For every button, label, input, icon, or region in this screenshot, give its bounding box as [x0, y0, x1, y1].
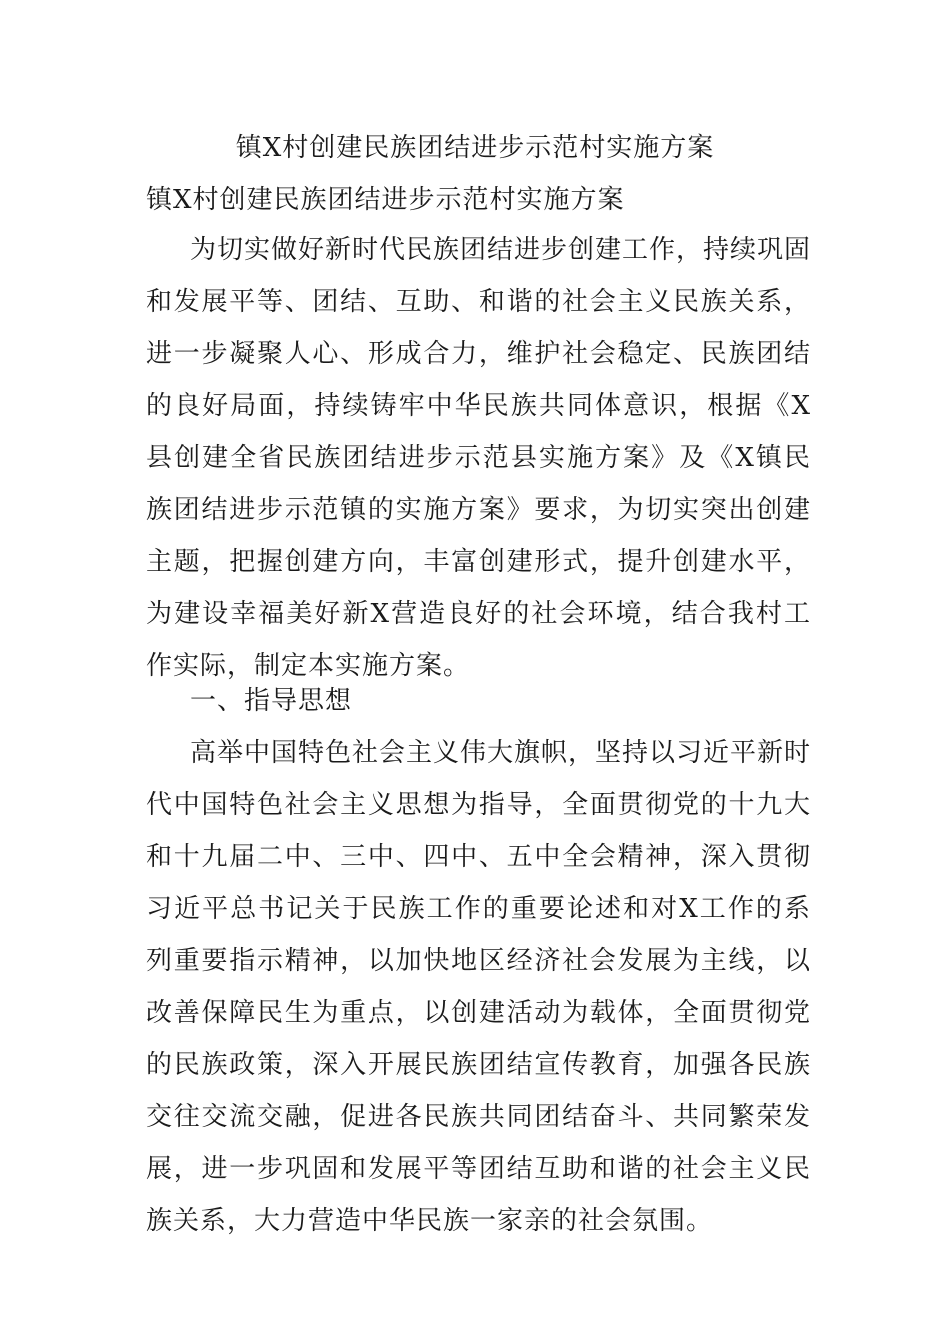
intro-section — [146, 224, 811, 692]
intro-paragraph: 为切实做好新时代民族团结进步创建工作，持续巩固和发展平等、团结、互助、和谐的社会主义民族关系，进一步凝聚人心、形成合力，维护社会稳定、民族团结的良好局面，持续铸牢中华民族共同体意识，根据《X县创建全省民族团结进步示范县实施方案》及《X镇民族团结进步示范镇的实施方案》要求，为切实突出创建主题，把握创建方向，丰富创建形式，提升创建水平，为建设幸福美好新X营造良好的社会环境，结合我村工作实际，制定本实施方案。 — [146, 235, 812, 681]
guiding-ideology-paragraph: 高举中国特色社会主义伟大旗帜，坚持以习近平新时代中国特色社会主义思想为指导，全面贯彻党的十九大和十九届二中、三中、四中、五中全会精神，深入贯彻习近平总书记关于民族工作的重要论述和对X工作的系列重要指示精神，以加快地区经济社会发展为主线，以改善保障民生为重点，以创建活动为载体，全面贯彻党的民族政策，深入开展民族团结宣传教育，加强各民族交往交流交融，促进各民族共同团结奋斗、共同繁荣发展，进一步巩固和发展平等团结互助和谐的社会主义民族关系，大力营造中华民族一家亲的社会氛围。 — [146, 738, 812, 1236]
document-subtitle: 镇X村创建民族团结进步示范村实施方案 — [146, 185, 625, 215]
document-title: 镇X村创建民族团结进步示范村实施方案 — [235, 133, 715, 163]
guiding-ideology-section — [146, 727, 811, 1247]
section-heading-guiding-ideology: 一、指导思想 — [190, 686, 353, 716]
section-heading-block — [146, 675, 811, 727]
